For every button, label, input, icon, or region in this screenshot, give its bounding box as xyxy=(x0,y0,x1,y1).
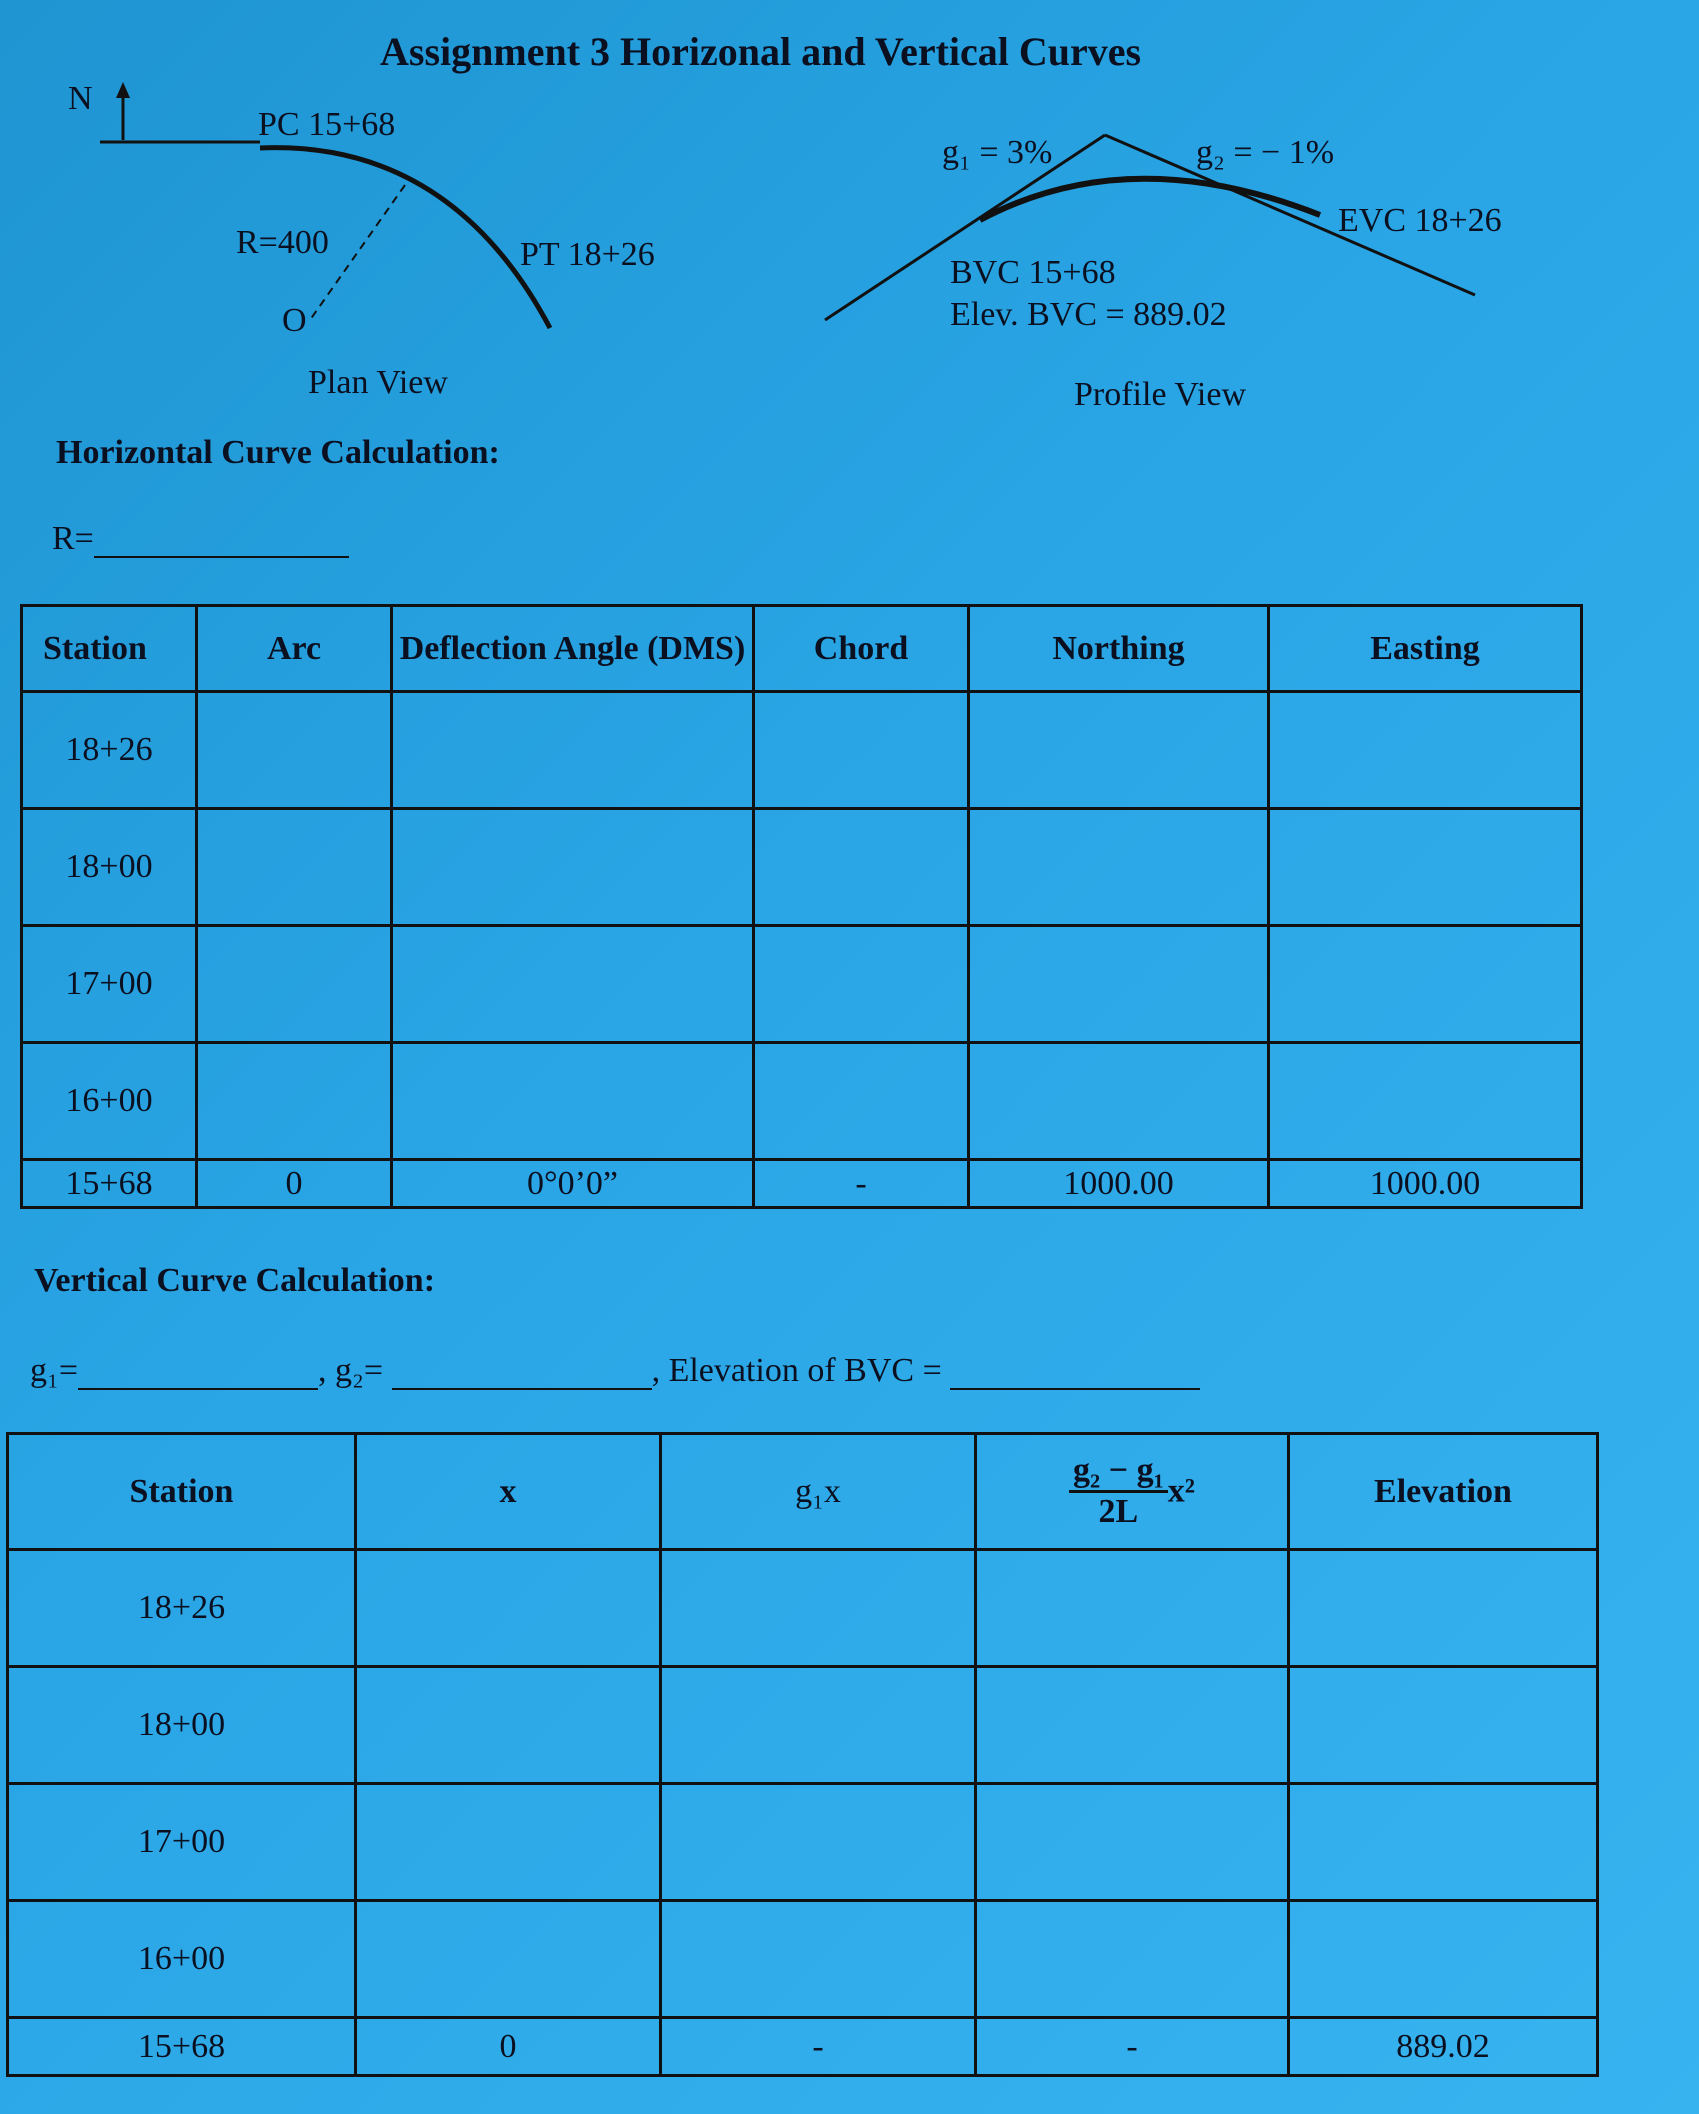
arc-cell[interactable] xyxy=(197,692,392,809)
column-header-g1x: g₁x xyxy=(661,1434,976,1550)
g1-entry-label: g₁= xyxy=(30,1352,79,1389)
offset-cell[interactable] xyxy=(976,1901,1289,2018)
profile-view-caption: Profile View xyxy=(1074,376,1247,413)
offset-cell[interactable] xyxy=(976,1784,1289,1901)
station-cell: 15+68 xyxy=(8,2018,356,2076)
elevation-cell[interactable] xyxy=(1289,1667,1598,1784)
deflection-cell[interactable] xyxy=(392,692,754,809)
table-row xyxy=(8,2018,1598,2076)
x-cell[interactable] xyxy=(356,1901,661,2018)
station-cell: 17+00 xyxy=(22,926,197,1043)
table-header-row xyxy=(22,606,1582,692)
column-header-offset-formula xyxy=(976,1434,1289,1550)
column-header-deflection: Deflection Angle (DMS) xyxy=(392,606,754,692)
easting-cell: 1000.00 xyxy=(1269,1160,1582,1208)
x-cell[interactable] xyxy=(356,1550,661,1667)
column-header-elevation: Elevation xyxy=(1289,1434,1598,1550)
arc-cell: 0 xyxy=(197,1160,392,1208)
elevation-cell[interactable] xyxy=(1289,1784,1598,1901)
pc-label: PC 15+68 xyxy=(258,106,396,143)
offset-cell[interactable] xyxy=(976,1550,1289,1667)
radius-label: R=400 xyxy=(236,224,329,261)
station-cell: 18+00 xyxy=(8,1667,356,1784)
x-cell: 0 xyxy=(356,2018,661,2076)
bvc-label: BVC 15+68 xyxy=(950,254,1116,291)
table-row xyxy=(22,1043,1582,1160)
g2-grade-label: g₂ = − 1% xyxy=(1196,134,1335,171)
northing-cell: 1000.00 xyxy=(969,1160,1269,1208)
formula-denominator: 2L xyxy=(1098,1493,1139,1530)
chord-cell[interactable] xyxy=(754,692,969,809)
northing-cell[interactable] xyxy=(969,809,1269,926)
station-cell: 18+26 xyxy=(22,692,197,809)
column-header-northing: Northing xyxy=(969,606,1269,692)
northing-cell[interactable] xyxy=(969,926,1269,1043)
elevation-entry-label: , Elevation of BVC = xyxy=(651,1352,942,1389)
column-header-station: Station xyxy=(22,606,197,692)
north-label: N xyxy=(68,80,93,117)
northing-cell[interactable] xyxy=(969,692,1269,809)
horizontal-heading: Horizontal Curve Calculation: xyxy=(56,434,500,471)
easting-cell[interactable] xyxy=(1269,809,1582,926)
vertical-curve-table xyxy=(6,1432,1599,2077)
vertical-inputs-line xyxy=(30,1352,1200,1390)
radius-entry xyxy=(52,520,349,558)
column-header-arc: Arc xyxy=(197,606,392,692)
center-label: O xyxy=(282,302,307,339)
horizontal-curve-table xyxy=(20,604,1583,1209)
table-row xyxy=(8,1550,1598,1667)
table-row xyxy=(22,809,1582,926)
chord-cell[interactable] xyxy=(754,1043,969,1160)
radius-blank[interactable] xyxy=(94,524,349,558)
elevation-cell: 889.02 xyxy=(1289,2018,1598,2076)
table-row xyxy=(8,1784,1598,1901)
table-row xyxy=(22,692,1582,809)
arc-cell[interactable] xyxy=(197,1043,392,1160)
x-cell[interactable] xyxy=(356,1667,661,1784)
offset-cell[interactable] xyxy=(976,1667,1289,1784)
station-cell: 18+26 xyxy=(8,1550,356,1667)
x-cell[interactable] xyxy=(356,1784,661,1901)
bvc-elevation-label: Elev. BVC = 889.02 xyxy=(950,296,1227,333)
g1x-cell[interactable] xyxy=(661,1550,976,1667)
elevation-cell[interactable] xyxy=(1289,1550,1598,1667)
g1x-cell[interactable] xyxy=(661,1901,976,2018)
elevation-blank[interactable] xyxy=(950,1356,1200,1390)
formula-numerator: g₂ − g₁ xyxy=(1069,1452,1168,1493)
g1x-cell[interactable] xyxy=(661,1667,976,1784)
column-header-easting: Easting xyxy=(1269,606,1582,692)
g2-entry-label: , g₂= xyxy=(318,1352,384,1389)
column-header-chord: Chord xyxy=(754,606,969,692)
column-header-x: x xyxy=(356,1434,661,1550)
arc-cell[interactable] xyxy=(197,926,392,1043)
formula-fraction xyxy=(1069,1452,1168,1531)
chord-cell[interactable] xyxy=(754,926,969,1043)
pt-label: PT 18+26 xyxy=(520,236,655,273)
table-row xyxy=(8,1667,1598,1784)
station-cell: 17+00 xyxy=(8,1784,356,1901)
g1-blank[interactable] xyxy=(78,1356,318,1390)
elevation-cell[interactable] xyxy=(1289,1901,1598,2018)
page-title: Assignment 3 Horizonal and Vertical Curves xyxy=(380,29,1142,74)
easting-cell[interactable] xyxy=(1269,1043,1582,1160)
g2-blank[interactable] xyxy=(392,1356,652,1390)
offset-cell: - xyxy=(976,2018,1289,2076)
g1x-cell: - xyxy=(661,2018,976,2076)
evc-label: EVC 18+26 xyxy=(1338,202,1502,239)
north-arrowhead-icon xyxy=(116,82,130,98)
g1-grade-label: g₁ = 3% xyxy=(942,134,1053,171)
radius-entry-label: R= xyxy=(52,520,94,557)
deflection-cell[interactable] xyxy=(392,926,754,1043)
vertical-heading: Vertical Curve Calculation: xyxy=(34,1262,436,1299)
deflection-cell[interactable] xyxy=(392,809,754,926)
arc-cell[interactable] xyxy=(197,809,392,926)
chord-cell[interactable] xyxy=(754,809,969,926)
column-header-station: Station xyxy=(8,1434,356,1550)
table-row xyxy=(22,1160,1582,1208)
plan-view-caption: Plan View xyxy=(308,364,448,401)
deflection-cell[interactable] xyxy=(392,1043,754,1160)
station-cell: 16+00 xyxy=(22,1043,197,1160)
easting-cell[interactable] xyxy=(1269,692,1582,809)
formula-variable: x² xyxy=(1167,1472,1195,1510)
northing-cell[interactable] xyxy=(969,1043,1269,1160)
table-header-row xyxy=(8,1434,1598,1550)
g1x-cell[interactable] xyxy=(661,1784,976,1901)
station-cell: 15+68 xyxy=(22,1160,197,1208)
easting-cell[interactable] xyxy=(1269,926,1582,1043)
station-cell: 16+00 xyxy=(8,1901,356,2018)
station-cell: 18+00 xyxy=(22,809,197,926)
chord-cell: - xyxy=(754,1160,969,1208)
table-row xyxy=(22,926,1582,1043)
table-row xyxy=(8,1901,1598,2018)
deflection-cell: 0°0’0” xyxy=(392,1160,754,1208)
